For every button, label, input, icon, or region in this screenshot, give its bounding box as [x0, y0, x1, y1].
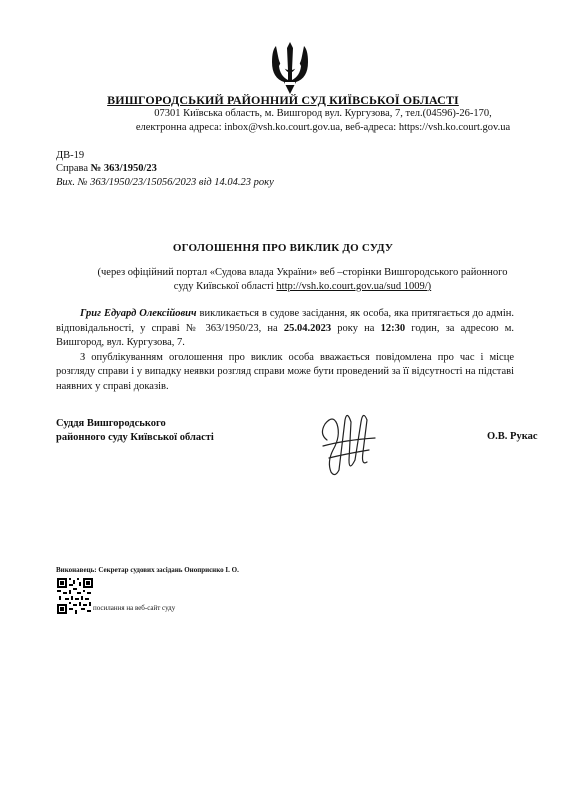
hearing-date: 25.04.2023: [283, 322, 332, 334]
executor-line: Виконавець: Секретар судових засідань Оноприєнко І. О.: [56, 566, 239, 574]
case-number: № 363/1950/23: [90, 163, 157, 174]
judge-position: Суддя Вишгородського районного суду Київської області: [56, 418, 214, 443]
court-address: 07301 Київська область, м. Вишгород вул. Кургузова, 7, тел.(04596)-26-170,: [154, 108, 492, 119]
case-line: [56, 162, 157, 175]
trident-coat-of-arms-icon: [270, 40, 310, 96]
notice-body: [56, 307, 514, 394]
summons-paragraph: Григ Едуард Олексійович викликається в судове засідання, як особа, яка притягається до адмін. відповідальності, у справі № 363/1950/23, на 25.04.2023 року на 12:30 годин, за адресою м. Вишгород, вул. Кургузова, 7.: [56, 308, 514, 348]
hearing-time: 12:30: [380, 322, 406, 334]
person-name: Григ Едуард Олексійович: [80, 308, 197, 319]
portal-note: [90, 266, 515, 294]
document-code: ДВ-19: [56, 150, 85, 161]
portal-link[interactable]: http://vsh.ko.court.gov.ua/sud 1009/): [276, 281, 432, 292]
judge-name: О.В. Рукас: [487, 431, 538, 442]
case-prefix: Справа: [56, 163, 91, 174]
document-title: ОГОЛОШЕННЯ ПРО ВИКЛИК ДО СУДУ: [172, 242, 394, 254]
notice-paragraph: З опублікуванням оголошення про виклик особа вважається повідомлена про час і місце розгляду справи і у випадку неявки розгляд справи може бути проведений за її відсутності на підставі наявних у справі доказів.: [56, 351, 514, 392]
court-contacts: електронна адреса: inbox@vsh.ko.court.gov.ua, веб-адреса: https://vsh.ko.court.gov.ua: [135, 122, 511, 133]
portal-text: (через офіційний портал «Судова влада України» веб –сторінки Вишгородського районного суду Київської області: [97, 267, 508, 292]
outgoing-number: Вих. № 363/1950/23/15056/2023 від 14.04.23 року: [56, 177, 274, 188]
court-name: ВИШГОРОДСЬКИЙ РАЙОННИЙ СУД КИЇВСЬКОЇ ОБЛАСТІ: [107, 93, 459, 107]
handwritten-signature: [305, 400, 385, 480]
qr-code-icon[interactable]: [57, 578, 93, 614]
qr-caption: посилання на веб-сайт суду: [93, 604, 176, 612]
